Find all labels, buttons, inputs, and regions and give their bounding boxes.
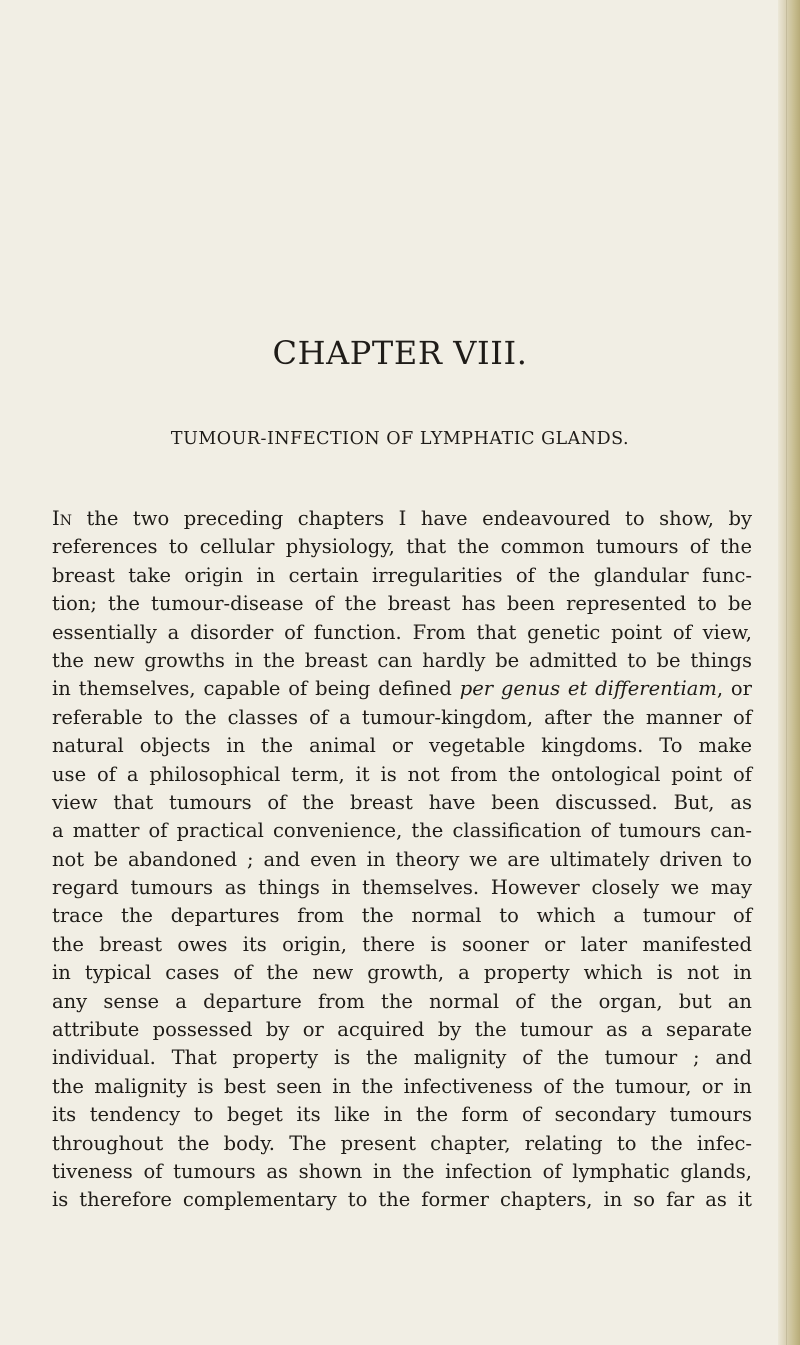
text-line: any sense a departure from the normal of the organ, but an — [52, 989, 752, 1013]
text-line: its tendency to beget its like in the form of secondary tumours — [52, 1103, 752, 1127]
text-line: trace the departures from the normal to which a tumour of — [52, 904, 752, 928]
line-text: in themselves, capable of being defined — [52, 677, 460, 701]
text-line: breast take origin in certain irregularities of the glandular func- — [52, 563, 752, 587]
text-line: the breast owes its origin, there is sooner or later manifested — [52, 932, 752, 956]
text-line: view that tumours of the breast have been discussed. But, as — [52, 790, 752, 814]
text-line: throughout the body. The present chapter, relating to the infec- — [52, 1131, 752, 1155]
text-line: a matter of practical convenience, the classification of tumours can- — [52, 819, 752, 843]
text-line: individual. That property is the malignity of the tumour ; and — [52, 1046, 752, 1070]
text-line: tion; the tumour-disease of the breast has been represented to be — [52, 592, 752, 616]
chapter-title: CHAPTER VIII. — [272, 334, 528, 372]
text-line: use of a philosophical term, it is not from the ontological point of — [52, 762, 752, 786]
opening-word: In — [52, 507, 72, 530]
chapter-subtitle: TUMOUR-INFECTION OF LYMPHATIC GLANDS. — [170, 429, 630, 449]
text-line: tiveness of tumours as shown in the infection of lymphatic glands, — [52, 1159, 752, 1183]
page-edge-shadow — [778, 0, 800, 1345]
text-line: not be abandoned ; and even in theory we are ultimately driven to — [52, 847, 752, 871]
text-line: is therefore complementary to the former chapters, in so far as it — [52, 1188, 752, 1212]
latin-phrase: per genus et differentiam — [459, 677, 717, 701]
line-text: the two preceding chapters I have endeavoured to show, by — [71, 507, 752, 530]
line-text: , or — [716, 677, 752, 701]
text-line: regard tumours as things in themselves. However closely we may — [52, 876, 752, 900]
text-line: referable to the classes of a tumour-kingdom, after the manner of — [52, 705, 752, 729]
text-line: the malignity is best seen in the infectiveness of the tumour, or in — [52, 1074, 752, 1098]
text-line: attribute possessed by or acquired by the tumour as a separate — [52, 1018, 752, 1042]
text-line: references to cellular physiology, that the common tumours of the — [52, 535, 752, 559]
text-line: the new growths in the breast can hardly be admitted to be things — [52, 648, 752, 672]
text-line — [52, 505, 752, 533]
text-line — [52, 675, 752, 703]
text-line: in typical cases of the new growth, a property which is not in — [52, 961, 752, 985]
text-line: essentially a disorder of function. From that genetic point of view, — [52, 620, 752, 644]
body-paragraph — [52, 505, 752, 1215]
text-line: natural objects in the animal or vegetable kingdoms. To make — [52, 734, 752, 758]
